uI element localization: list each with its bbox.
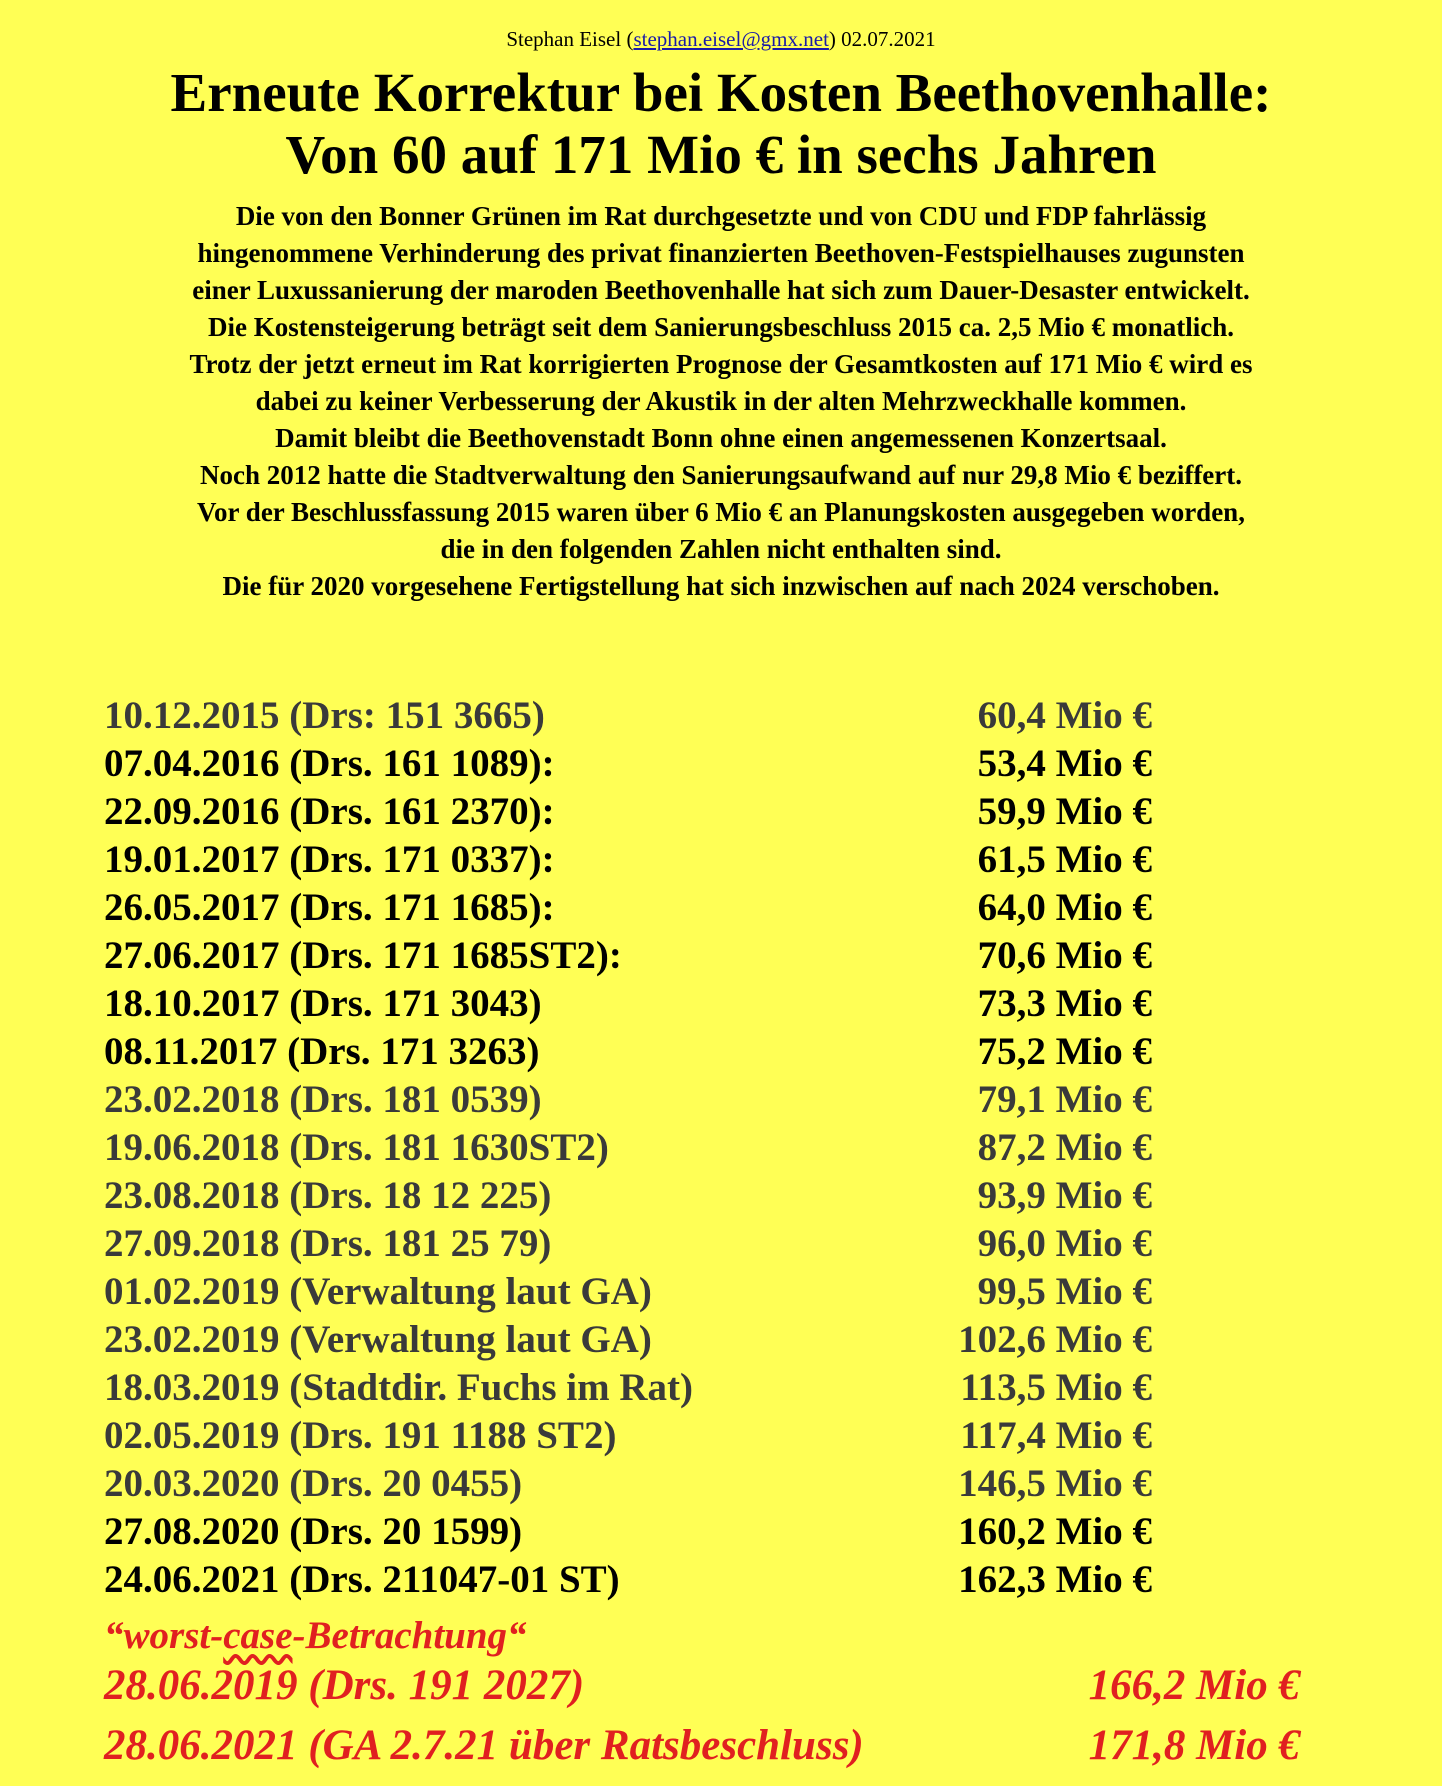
- cost-row-label: 26.05.2017 (Drs. 171 1685):: [104, 886, 555, 929]
- cost-row-amount: 117,4 Mio €: [960, 1414, 1152, 1457]
- worst-case-heading: [104, 1612, 527, 1660]
- page-title: [0, 62, 1442, 186]
- cost-row-label: 18.10.2017 (Drs. 171 3043): [104, 982, 542, 1025]
- cost-row: [104, 932, 1152, 980]
- cost-row-amount: 53,4 Mio €: [977, 742, 1152, 785]
- intro-line: dabei zu keiner Verbesserung der Akustik in der alten Mehrzweckhalle kommen.: [255, 386, 1187, 416]
- cost-row-label: 27.08.2020 (Drs. 20 1599): [104, 1510, 523, 1553]
- cost-row-label: 23.02.2019 (Verwaltung laut GA): [104, 1318, 652, 1361]
- cost-row-amount: 102,6 Mio €: [958, 1318, 1152, 1361]
- cost-row-amount: 79,1 Mio €: [977, 1078, 1152, 1121]
- cost-row-label: 07.04.2016 (Drs. 161 1089):: [104, 742, 555, 785]
- cost-row-amount: 162,3 Mio €: [958, 1558, 1152, 1601]
- worst-case-row-amount: 166,2 Mio €: [1088, 1662, 1300, 1709]
- intro-line: Die Kostensteigerung beträgt seit dem Sanierungsbeschluss 2015 ca. 2,5 Mio € monatlich.: [208, 312, 1234, 342]
- cost-row-label: 27.09.2018 (Drs. 181 25 79): [104, 1222, 552, 1265]
- cost-row: [104, 980, 1152, 1028]
- cost-row-amount: 59,9 Mio €: [977, 790, 1152, 833]
- cost-row: [104, 1364, 1152, 1412]
- cost-history-table: [104, 692, 1152, 1604]
- cost-row-amount: 60,4 Mio €: [977, 694, 1152, 737]
- author-date: ) 02.07.2021: [828, 27, 936, 51]
- cost-row: [104, 1508, 1152, 1556]
- intro-line: Damit bleibt die Beethovenstadt Bonn ohne einen angemessenen Konzertsaal.: [275, 423, 1167, 453]
- intro-line: Die von den Bonner Grünen im Rat durchgesetzte und von CDU und FDP fahrlässig: [235, 201, 1207, 231]
- intro-line: hingenommene Verhinderung des privat finanzierten Beethoven-Festspielhauses zugunsten: [197, 238, 1245, 268]
- cost-row: [104, 1460, 1152, 1508]
- cost-row-label: 02.05.2019 (Drs. 191 1188 ST2): [104, 1414, 617, 1457]
- cost-row-amount: 113,5 Mio €: [960, 1366, 1152, 1409]
- cost-row: [104, 1268, 1152, 1316]
- worst-case-row-label: 28.06.2019 (Drs. 191 2027): [104, 1662, 585, 1709]
- worst-case-quote-open: “worst-: [104, 1614, 224, 1657]
- cost-row: [104, 884, 1152, 932]
- cost-row: [104, 1172, 1152, 1220]
- cost-row-label: 10.12.2015 (Drs: 151 3665): [104, 694, 545, 737]
- cost-row-amount: 93,9 Mio €: [977, 1174, 1152, 1217]
- cost-row-label: 01.02.2019 (Verwaltung laut GA): [104, 1270, 652, 1313]
- cost-row-amount: 61,5 Mio €: [977, 838, 1152, 881]
- intro-paragraph: [0, 198, 1442, 605]
- cost-row-label: 18.03.2019 (Stadtdir. Fuchs im Rat): [104, 1366, 693, 1409]
- cost-row: [104, 1556, 1152, 1604]
- cost-row-amount: 70,6 Mio €: [977, 934, 1152, 977]
- cost-row-label: 23.08.2018 (Drs. 18 12 225): [104, 1174, 552, 1217]
- cost-row: [104, 1316, 1152, 1364]
- intro-line: die in den folgenden Zahlen nicht enthalten sind.: [440, 534, 1002, 564]
- cost-row-amount: 73,3 Mio €: [977, 982, 1152, 1025]
- cost-row-label: 20.03.2020 (Drs. 20 0455): [104, 1462, 523, 1505]
- cost-row: [104, 836, 1152, 884]
- cost-row: [104, 740, 1152, 788]
- title-line-2: Von 60 auf 171 Mio € in sechs Jahren: [285, 124, 1157, 185]
- cost-row-amount: 75,2 Mio €: [977, 1030, 1152, 1073]
- worst-case-row-label: 28.06.2021 (GA 2.7.21 über Ratsbeschluss): [104, 1722, 864, 1769]
- cost-row-amount: 96,0 Mio €: [977, 1222, 1152, 1265]
- worst-case-word: case: [223, 1614, 293, 1657]
- author-line: [0, 26, 1442, 52]
- cost-row-label: 22.09.2016 (Drs. 161 2370):: [104, 790, 555, 833]
- cost-row: [104, 1028, 1152, 1076]
- cost-row-amount: 146,5 Mio €: [958, 1462, 1152, 1505]
- cost-row-label: 24.06.2021 (Drs. 211047-01 ST): [104, 1558, 620, 1601]
- cost-row-label: 08.11.2017 (Drs. 171 3263): [104, 1030, 540, 1073]
- cost-row: [104, 1124, 1152, 1172]
- intro-line: Die für 2020 vorgesehene Fertigstellung hat sich inzwischen auf nach 2024 verschoben.: [222, 571, 1220, 601]
- cost-row-label: 23.02.2018 (Drs. 181 0539): [104, 1078, 542, 1121]
- title-line-1: Erneute Korrektur bei Kosten Beethovenhalle:: [170, 62, 1272, 123]
- cost-row: [104, 788, 1152, 836]
- intro-line: Vor der Beschlussfassung 2015 waren über 6 Mio € an Planungskosten ausgegeben worden,: [197, 497, 1245, 527]
- worst-case-row-amount: 171,8 Mio €: [1088, 1722, 1300, 1769]
- intro-line: einer Luxussanierung der maroden Beethovenhalle hat sich zum Dauer-Desaster entwickelt.: [192, 275, 1250, 305]
- cost-row: [104, 1220, 1152, 1268]
- cost-row-label: 19.01.2017 (Drs. 171 0337):: [104, 838, 555, 881]
- cost-row-amount: 99,5 Mio €: [977, 1270, 1152, 1313]
- cost-row-label: 27.06.2017 (Drs. 171 1685ST2):: [104, 934, 622, 977]
- cost-row-amount: 87,2 Mio €: [977, 1126, 1152, 1169]
- cost-row: [104, 1076, 1152, 1124]
- author-email-link[interactable]: stephan.eisel@gmx.net: [633, 27, 829, 51]
- cost-row-amount: 160,2 Mio €: [958, 1510, 1152, 1553]
- author-name: Stephan Eisel (: [506, 27, 634, 51]
- cost-row: [104, 692, 1152, 740]
- intro-line: Trotz der jetzt erneut im Rat korrigierten Prognose der Gesamtkosten auf 171 Mio € wird es: [189, 349, 1253, 379]
- intro-line: Noch 2012 hatte die Stadtverwaltung den Sanierungsaufwand auf nur 29,8 Mio € beziffert.: [199, 460, 1243, 490]
- cost-row: [104, 1412, 1152, 1460]
- cost-row-amount: 64,0 Mio €: [977, 886, 1152, 929]
- worst-case-rest: -Betrachtung“: [292, 1614, 527, 1657]
- cost-row-label: 19.06.2018 (Drs. 181 1630ST2): [104, 1126, 609, 1169]
